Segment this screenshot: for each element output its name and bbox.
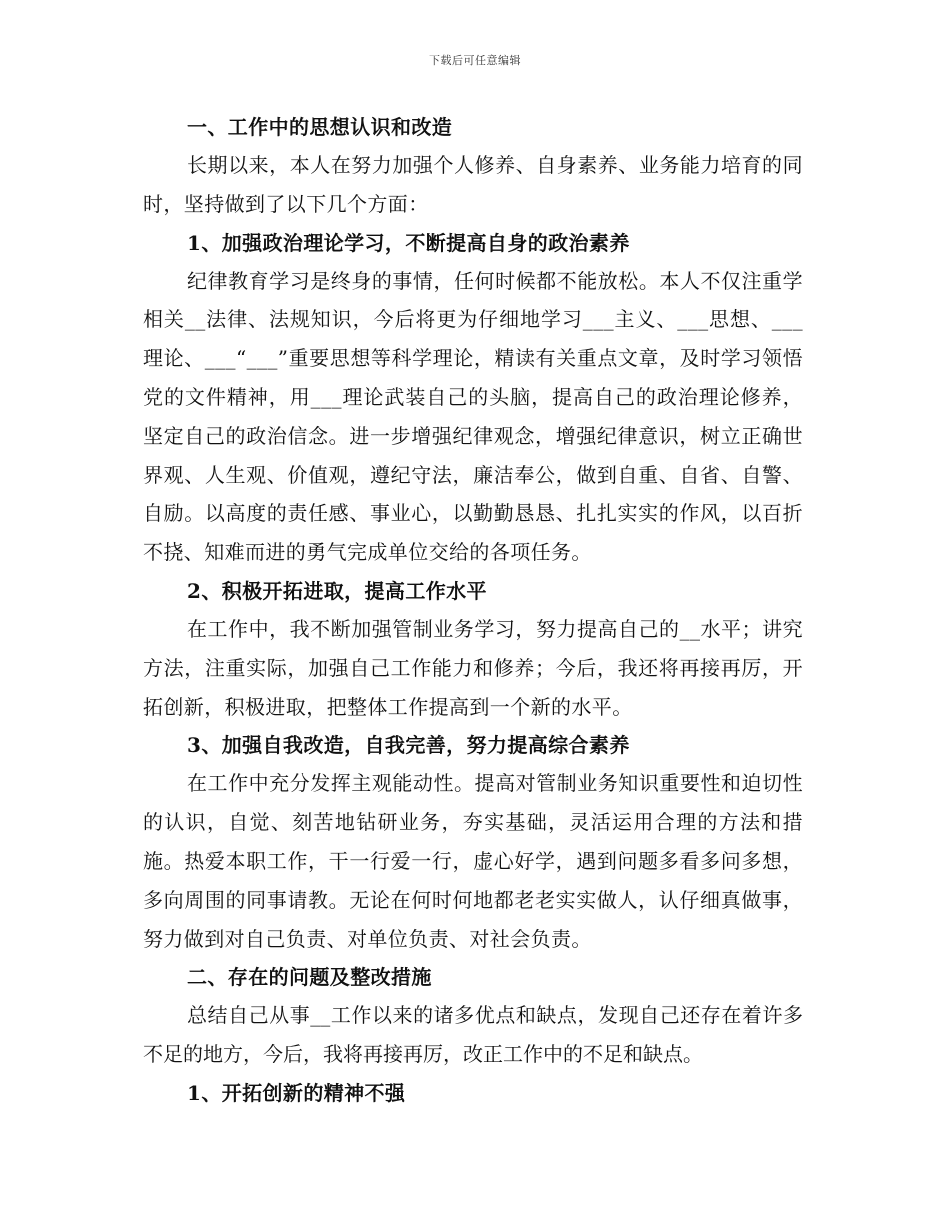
subsection-heading-2-1: 1、开拓创新的精神不强 xyxy=(187,1080,406,1105)
paragraph-4: 在工作中充分发挥主观能动性。提高对管制业务知识重要性和迫切性的认识，自觉、刻苦地钻研业务，夯实基础，灵活运用合理的方法和措施。热爱本职工作，干一行爱一行，虚心好学，遇到问题多看多问多想，多向周围的同事请教。无论在何时何地都老老实实做人，认仔细真做事，努力做到对自己负责、对单位负责、对社会负责。 xyxy=(143,771,803,951)
subsection-heading-1-2: 2、积极开拓进取，提高工作水平 xyxy=(187,578,487,603)
paragraph-3: 在工作中，我不断加强管制业务学习，努力提高自己的__水平；讲究方法，注重实际，加强自己工作能力和修养；今后，我还将再接再厉，开拓创新，积极进取，把整体工作提高到一个新的水平。 xyxy=(143,616,803,719)
paragraph-1: 长期以来，本人在努力加强个人修养、自身素养、业务能力培育的同时，坚持做到了以下几个方面： xyxy=(143,153,803,216)
section-heading-1: 一、工作中的思想认识和改造 xyxy=(187,115,453,139)
subsection-heading-1-3: 3、加强自我改造，自我完善，努力提高综合素养 xyxy=(187,733,630,758)
paragraph-2: 纪律教育学习是终身的事情，任何时候都不能放松。本人不仅注重学相关__法律、法规知识，今后将更为仔细地学习___主义、___思想、___理论、___“___”重要思想等科学理论，精读有关重点文章，及时学习领悟党的文件精神，用___理论武装自己的头脑，提高自己的政治理论修养，坚定自己的政治信念。进一步增强纪律观念，增强纪律意识，树立正确世界观、人生观、价值观，遵纪守法，廉洁奉公，做到自重、自省、自警、自励。以高度的责任感、事业心，以勤勤恳恳、扎扎实实的作风，以百折不挠、知难而进的勇气完成单位交给的各项任务。 xyxy=(143,268,803,565)
section-heading-2: 二、存在的问题及整改措施 xyxy=(187,965,432,990)
page-header: 下载后可任意编辑 xyxy=(429,54,521,67)
paragraph-5: 总结自己从事__工作以来的诸多优点和缺点，发现自己还存在着许多不足的地方，今后，我将再接再厉，改正工作中的不足和缺点。 xyxy=(143,1003,803,1067)
subsection-heading-1-1: 1、加强政治理论学习，不断提高自身的政治素养 xyxy=(187,230,630,255)
document-body xyxy=(143,108,803,1112)
